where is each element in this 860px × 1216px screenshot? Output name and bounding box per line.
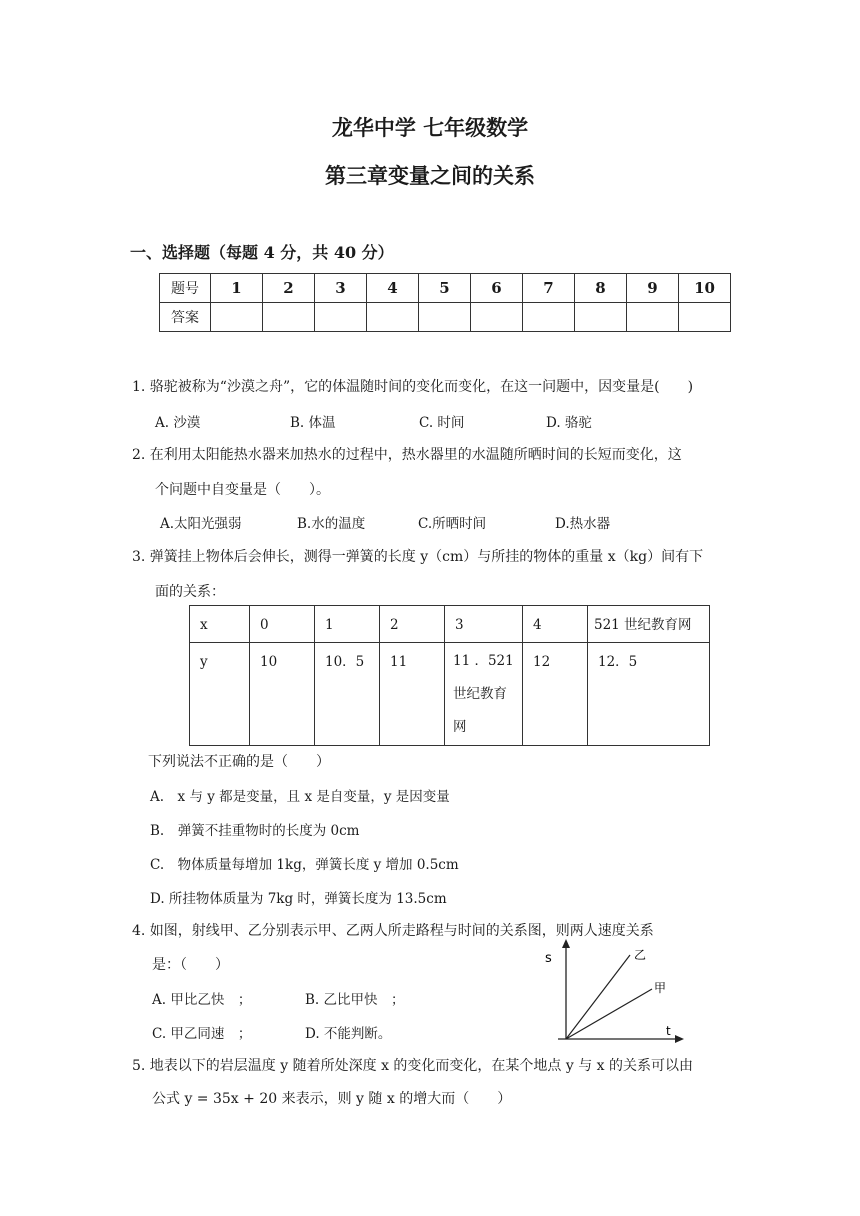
question-3-line-2: 面的关系：: [155, 584, 225, 600]
spring-table-cell: 3: [445, 606, 523, 643]
answer-cell[interactable]: [523, 303, 575, 332]
question-4-option-b: B. 乙比甲快 ；: [305, 992, 405, 1008]
spring-table-cell: 521 世纪教育网: [588, 606, 710, 643]
question-3-option-c: C. 物体质量每增加 1kg，弹簧长度 y 增加 0.5cm: [150, 857, 459, 873]
graph-label-yi: 乙: [634, 948, 647, 962]
answer-cell[interactable]: [315, 303, 367, 332]
question-1-option-d: D. 骆驼: [546, 415, 592, 431]
graph-y-label: s: [545, 951, 552, 966]
answer-cell[interactable]: [367, 303, 419, 332]
question-2-option-d: D.热水器: [555, 516, 611, 532]
answer-cell[interactable]: [471, 303, 523, 332]
graph-line-yi: [566, 955, 630, 1039]
spring-table-cell: y: [190, 643, 250, 746]
answer-table-number: 6: [471, 274, 523, 303]
answer-table-number: 5: [419, 274, 471, 303]
question-2-option-b: B.水的温度: [297, 516, 366, 532]
answer-table-number: 7: [523, 274, 575, 303]
question-4-line-2: 是：（ ）: [152, 957, 229, 973]
question-3-prompt: 下列说法不正确的是（ ）: [148, 754, 330, 770]
spring-table-cell: x: [190, 606, 250, 643]
question-1-option-a: A. 沙漠: [155, 415, 201, 431]
answer-table-number: 9: [627, 274, 679, 303]
question-2-line-1: 2. 在利用太阳能热水器来加热水的过程中，热水器里的水温随所晒时间的长短而变化，这: [132, 447, 682, 463]
question-5-line-2: 公式 y = 35x + 20 来表示，则 y 随 x 的增大而（ ）: [152, 1091, 512, 1107]
question-4-option-d: D. 不能判断。: [305, 1026, 392, 1042]
spring-table-cell: 4: [523, 606, 588, 643]
spring-table-cell: 11 ．521 世纪教育网: [445, 643, 523, 746]
question-3-option-a: A. x 与 y 都是变量，且 x 是自变量，y 是因变量: [150, 789, 450, 805]
answer-cell[interactable]: [627, 303, 679, 332]
spring-table-cell: 12: [523, 643, 588, 746]
graph-line-jia: [566, 989, 652, 1039]
graph-label-jia: 甲: [654, 981, 667, 995]
answer-table-number: 4: [367, 274, 419, 303]
spring-table-cell: 12．5: [588, 643, 710, 746]
answer-cell[interactable]: [679, 303, 731, 332]
graph-x-label: t: [666, 1024, 671, 1038]
question-3-option-d: D. 所挂物体质量为 7kg 时，弹簧长度为 13.5cm: [150, 891, 447, 907]
question-4-line-1: 4. 如图，射线甲、乙分别表示甲、乙两人所走路程与时间的关系图，则两人速度关系: [132, 923, 654, 939]
answer-table-number: 2: [263, 274, 315, 303]
distance-time-graph: [530, 935, 700, 1055]
answer-cell[interactable]: [575, 303, 627, 332]
question-3-option-b: B. 弹簧不挂重物时的长度为 0cm: [150, 823, 360, 839]
spring-table-cell: 10．5: [315, 643, 380, 746]
answer-cell[interactable]: [263, 303, 315, 332]
spring-table-cell: 2: [380, 606, 445, 643]
answer-table-number: 8: [575, 274, 627, 303]
spring-table-cell: 0: [250, 606, 315, 643]
school-title: 龙华中学 七年级数学: [331, 115, 529, 140]
answer-table-number: 3: [315, 274, 367, 303]
spring-data-table: [189, 605, 710, 746]
answer-table-number: 1: [211, 274, 263, 303]
answer-table-label-number: 题号: [160, 274, 211, 303]
answer-cell[interactable]: [211, 303, 263, 332]
answer-table: [159, 273, 731, 332]
question-1-option-c: C. 时间: [419, 415, 465, 431]
question-2-option-c: C.所晒时间: [418, 516, 487, 532]
question-1-option-b: B. 体温: [290, 415, 336, 431]
question-1-text: 1. 骆驼被称为“沙漠之舟”，它的体温随时间的变化而变化，在这一问题中，因变量是( ): [132, 379, 694, 395]
answer-table-label-answer: 答案: [160, 303, 211, 332]
question-4-option-c: C. 甲乙同速 ；: [152, 1026, 252, 1042]
question-2-option-a: A.太阳光强弱: [160, 516, 242, 532]
section-heading: 一、选择题（每题 4 分，共 40 分）: [130, 243, 394, 262]
chapter-title: 第三章变量之间的关系: [325, 163, 535, 188]
spring-table-cell: 10: [250, 643, 315, 746]
spring-table-cell: 11: [380, 643, 445, 746]
question-4-option-a: A. 甲比乙快 ；: [152, 992, 252, 1008]
question-3-line-1: 3. 弹簧挂上物体后会伸长，测得一弹簧的长度 y（cm）与所挂的物体的重量 x（kg）间有下: [132, 549, 704, 565]
answer-table-number: 10: [679, 274, 731, 303]
graph-x-arrow: [675, 1035, 684, 1043]
graph-y-arrow: [562, 939, 570, 948]
answer-cell[interactable]: [419, 303, 471, 332]
question-2-line-2: 个问题中自变量是（ ）。: [155, 482, 330, 498]
spring-table-cell: 1: [315, 606, 380, 643]
question-5-line-1: 5. 地表以下的岩层温度 y 随着所处深度 x 的变化而变化，在某个地点 y 与 x 的关系可以由: [132, 1058, 694, 1074]
